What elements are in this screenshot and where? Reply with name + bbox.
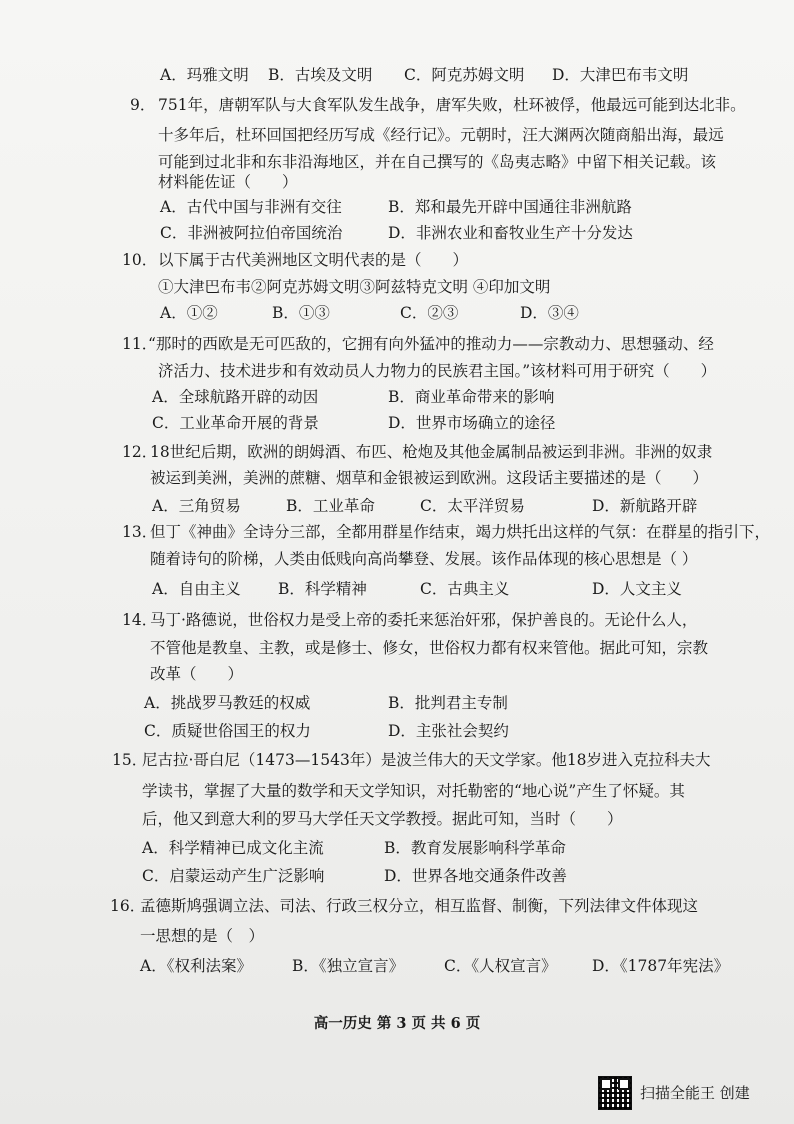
option-d: D．《1787年宪法》: [592, 957, 730, 975]
option-a: A．自由主义: [152, 580, 241, 598]
option-d: D．新航路开辟: [592, 497, 698, 515]
option-b: B．古埃及文明: [268, 66, 373, 84]
option-c: C．启蒙运动产生广泛影响: [142, 867, 325, 885]
question-text: 改革（ ）: [150, 665, 244, 683]
option-d: D．大津巴布韦文明: [552, 66, 689, 84]
question-text: 后，他又到意大利的罗马大学任天文学教授。据此可知，当时（ ）: [142, 810, 623, 828]
question-number: 12．: [122, 443, 158, 461]
option-d: D．非洲农业和畜牧业生产十分发达: [388, 224, 633, 242]
option-b: B．科学精神: [278, 580, 367, 598]
question-text: 不管他是教皇、主教，或是修士、修女，世俗权力都有权来管他。据此可知，宗教: [150, 639, 709, 657]
question-number: 14．: [122, 611, 158, 629]
question-text: ①大津巴布韦②阿克苏姆文明③阿兹特克文明 ④印加文明: [158, 278, 551, 296]
option-c: C．古典主义: [420, 580, 510, 598]
qr-code-icon: [598, 1076, 632, 1110]
question-text: “那时的西欧是无可匹敌的，它拥有向外猛冲的推动力——宗教动力、思想骚动、经: [148, 335, 714, 353]
page-footer: 高一历史 第 3 页 共 6 页: [313, 1015, 481, 1032]
question-text: 尼古拉·哥白尼（1473—1543年）是波兰伟大的天文学家。他18岁进入克拉科夫大: [142, 751, 711, 769]
question-number: 16．: [110, 897, 146, 915]
option-b: B．商业革命带来的影响: [388, 388, 555, 406]
option-d: D．③④: [520, 304, 579, 322]
question-text: 一思想的是（ ）: [140, 927, 265, 945]
option-b: B．①③: [272, 304, 330, 322]
watermark-text: 扫描全能王 创建: [640, 1084, 750, 1102]
option-d: D．世界各地交通条件改善: [384, 867, 567, 885]
option-a: A．古代中国与非洲有交往: [160, 198, 342, 216]
option-a: A．玛雅文明: [160, 66, 249, 84]
question-text: 可能到过北非和东非沿海地区，并在自己撰写的《岛夷志略》中留下相关记载。该: [158, 153, 717, 171]
question-text: 孟德斯鸠强调立法、司法、行政三权分立，相互监督、制衡，下列法律文件体现这: [140, 897, 699, 915]
option-c: C．工业革命开展的背景: [152, 414, 319, 432]
option-d: D．主张社会契约: [388, 722, 509, 740]
option-c: C．非洲被阿拉伯帝国统治: [160, 224, 343, 242]
question-text: 十多年后，杜环回国把经历写成《经行记》。元朝时，汪大渊两次随商船出海，最远: [158, 126, 724, 144]
option-c: C．太平洋贸易: [420, 497, 525, 515]
option-c: C．②③: [400, 304, 459, 322]
question-text: 马丁·路德说，世俗权力是受上帝的委托来惩治奸邪，保护善良的。无论什么人，: [150, 611, 698, 629]
option-a: A．《权利法案》: [140, 957, 252, 975]
option-b: B．郑和最先开辟中国通往非洲航路: [388, 198, 632, 216]
question-text: 被运到美洲，美洲的蔗糖、烟草和金银被运到欧洲。这段话主要描述的是（ ）: [150, 469, 709, 487]
option-d: D．世界市场确立的途径: [388, 414, 556, 432]
question-text: 以下属于古代美洲地区文明代表的是（ ）: [158, 251, 469, 269]
question-text: 751年，唐朝军队与大食军队发生战争，唐军失败，杜环被俘，他最远可能到达北非。: [158, 96, 746, 114]
option-b: B．工业革命: [286, 497, 375, 515]
option-a: A．全球航路开辟的动因: [152, 388, 319, 406]
option-a: A．三角贸易: [152, 497, 241, 515]
scanner-watermark: [598, 1076, 778, 1110]
question-number: 10．: [122, 251, 158, 269]
question-number: 11．: [122, 335, 158, 353]
option-a: A．科学精神已成文化主流: [142, 839, 324, 857]
option-c: C．质疑世俗国王的权力: [144, 722, 311, 740]
option-c: C．《人权宣言》: [444, 957, 557, 975]
question-text: 济活力、技术进步和有效动员人力物力的民族君主国。”该材料可用于研究（ ）: [158, 362, 717, 380]
option-b: B．教育发展影响科学革命: [384, 839, 566, 857]
question-number: 9．: [130, 96, 156, 114]
question-text: 随着诗句的阶梯，人类由低贱向高尚攀登、发展。该作品体现的核心思想是（ ）: [150, 550, 698, 568]
option-b: B．《独立宣言》: [292, 957, 405, 975]
option-c: C．阿克苏姆文明: [404, 66, 525, 84]
question-text: 但丁《神曲》全诗分三部，全都用群星作结束，竭力烘托出这样的气氛：在群星的指引下，: [150, 523, 771, 541]
question-text: 材料能佐证（ ）: [158, 173, 298, 191]
option-d: D．人文主义: [592, 580, 682, 598]
option-a: A．①②: [160, 304, 218, 322]
question-text: 学读书，掌握了大量的数学和天文学知识，对托勒密的“地心说”产生了怀疑。其: [142, 782, 685, 800]
question-number: 13．: [122, 523, 158, 541]
question-text: 18世纪后期，欧洲的朗姆酒、布匹、枪炮及其他金属制品被运到非洲。非洲的奴隶: [150, 443, 713, 461]
option-a: A．挑战罗马教廷的权威: [144, 694, 311, 712]
option-b: B．批判君主专制: [388, 694, 508, 712]
question-number: 15．: [112, 751, 148, 769]
